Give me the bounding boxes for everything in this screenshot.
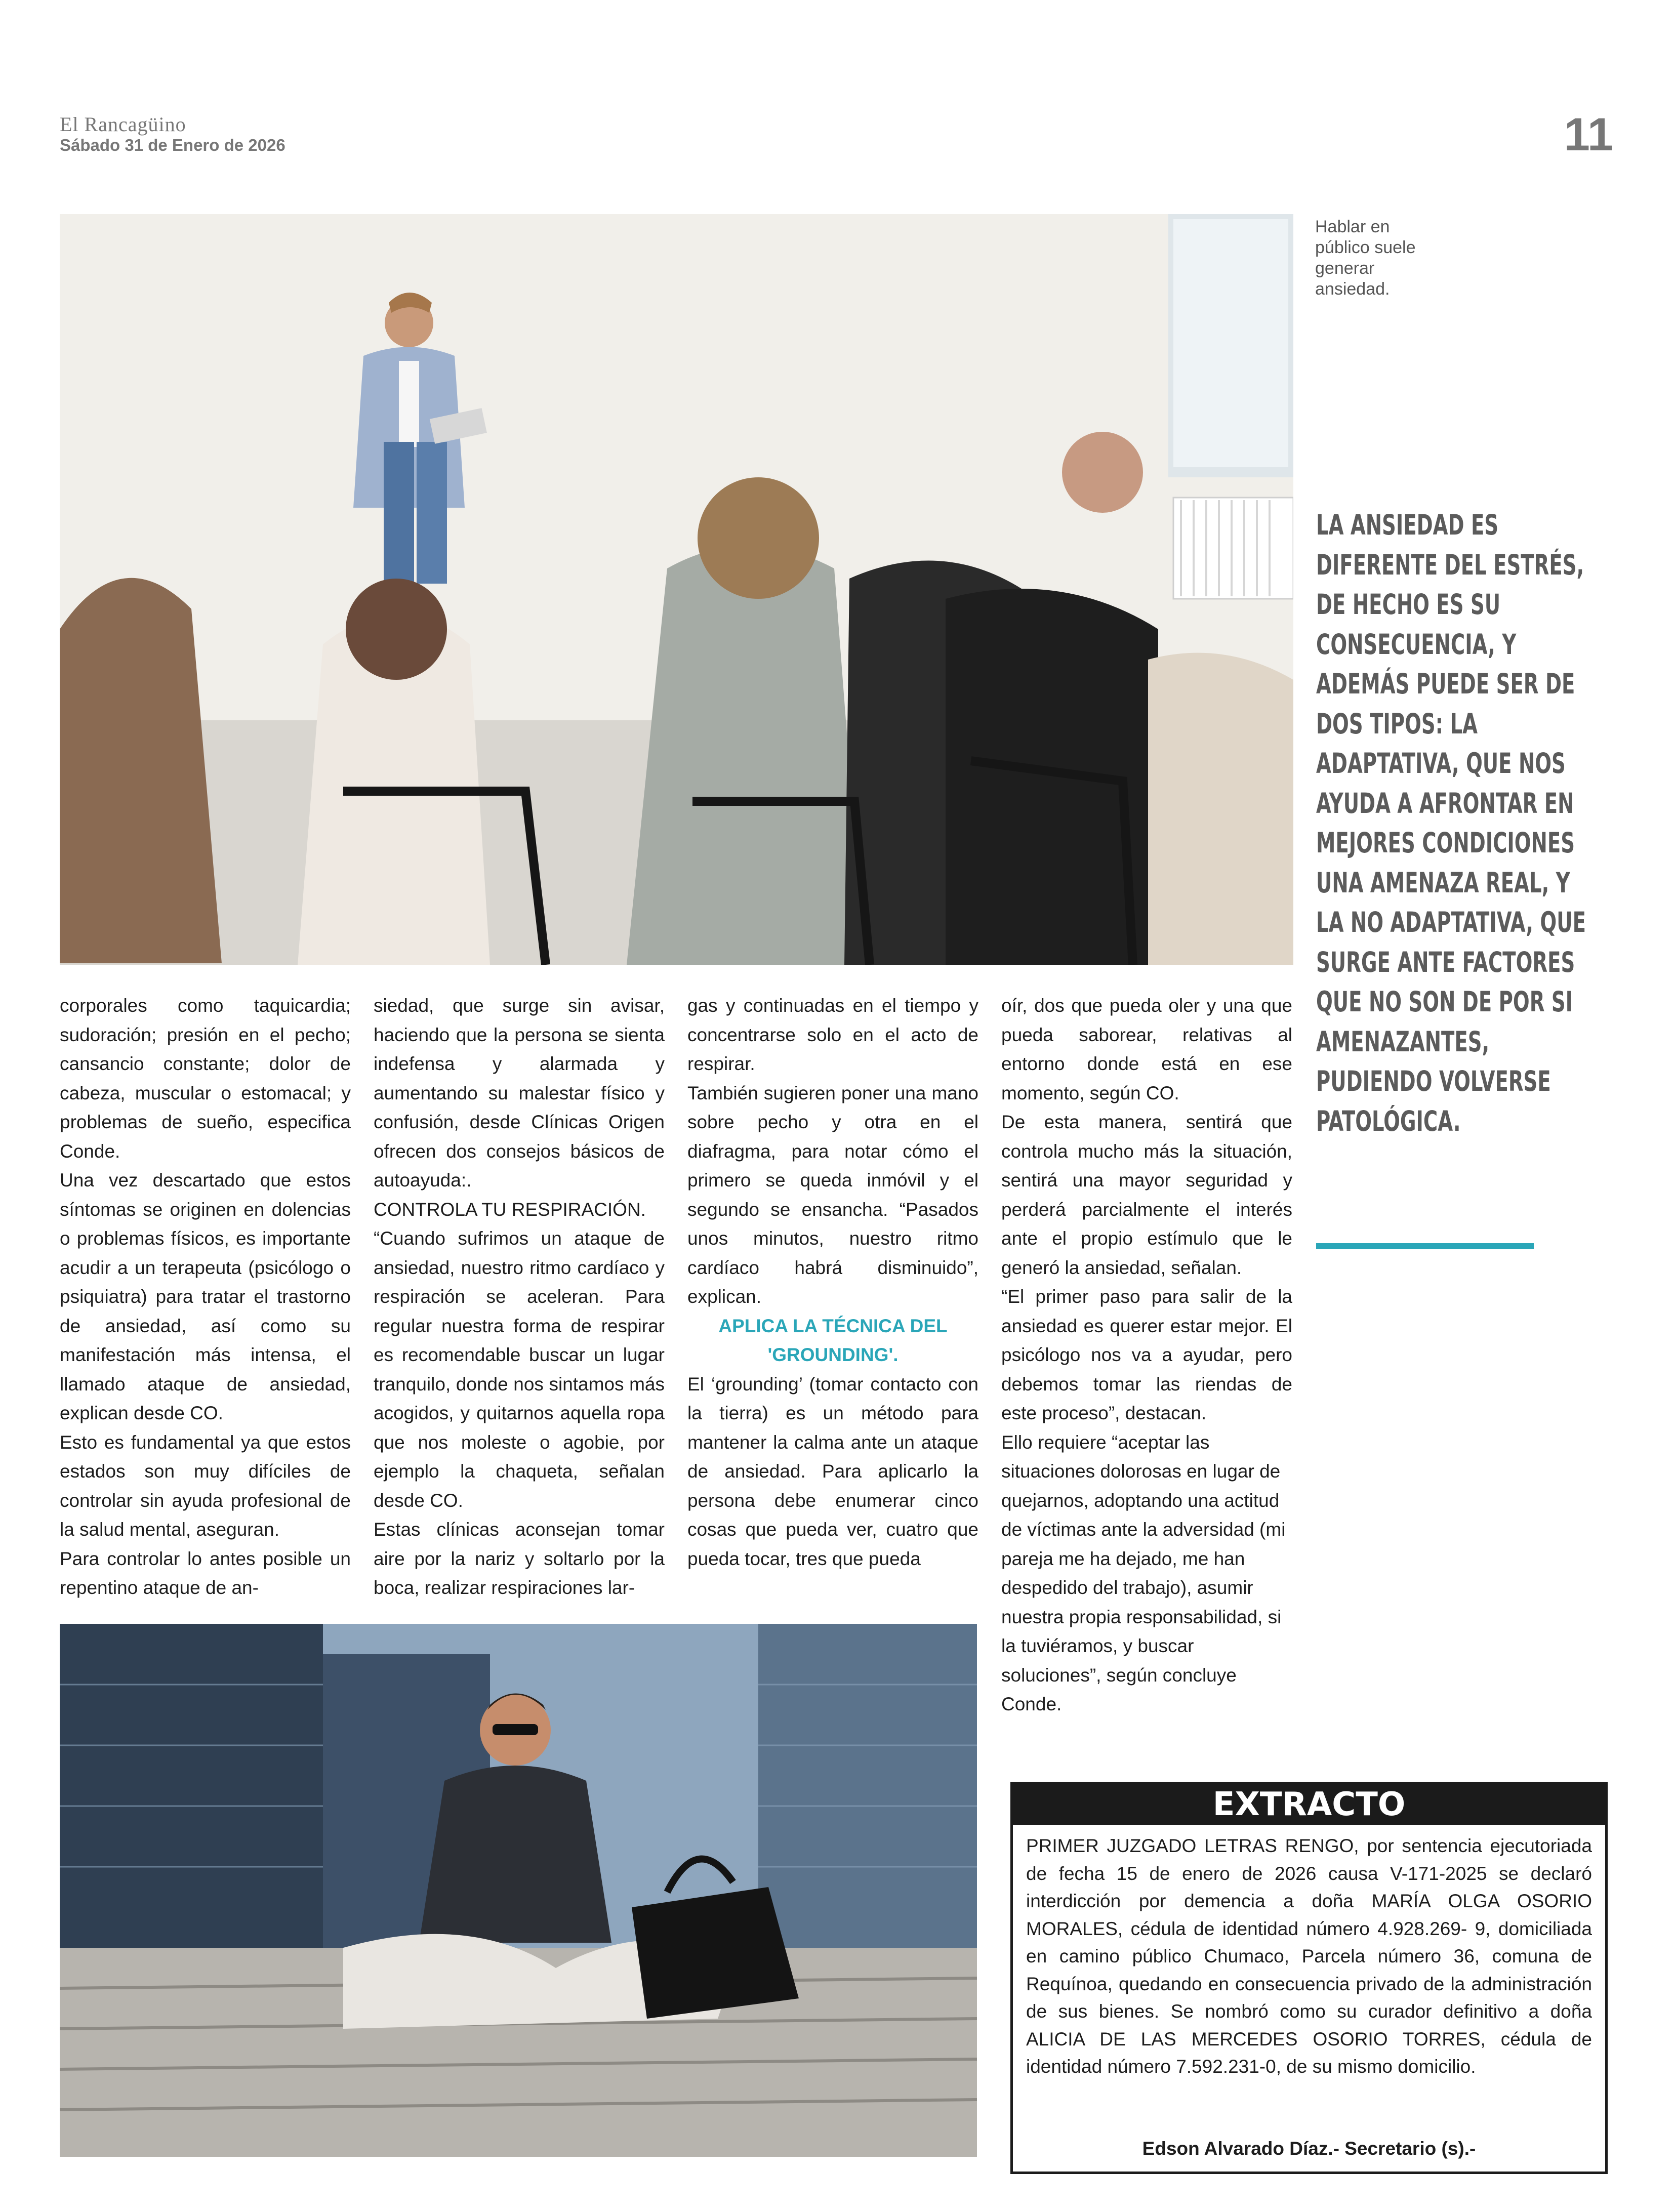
article-paragraph: siedad, que surge sin avisar, haciendo que la persona se sienta indefensa y alarmada y aumentando su malestar físico y confusión, desde Clínicas Origen ofrecen dos consejos básicos de autoayuda:. [374,995,665,1191]
legal-notice-signature: Edson Alvarado Díaz.- Secretario (s).- [1142,2138,1476,2159]
article-subhead: APLICA LA TÉCNICA DEL 'GROUNDING'. [718,1315,948,1365]
article-column-3 [687,991,978,1573]
article-paragraph: corporales como taquicardia; sudoración; presión en el pecho; cansancio constante; dolor de cabeza, muscular o estomacal; y problemas de sueño, especifica Conde. [60,995,351,1162]
legal-notice-box [1010,1782,1608,2174]
article-paragraph: De esta manera, sentirá que controla mucho más la situación, sentirá una mayor seguridad y perderá parcialmente el interés ante el propio estímulo que le generó la ansiedad, señalan. [1001,1112,1292,1278]
article-paragraph: Ello requiere “aceptar las situaciones dolorosas en lugar de quejarnos, adoptando una actitud de víctimas ante la adversidad (mi pareja me ha dejado, me han despedido del trabajo), asumir nuestra propia responsabilidad, si la tuviéramos, y buscar soluciones”, según concluye Conde. [1001,1431,1286,1714]
article-paragraph: Una vez descartado que estos síntomas se originen en dolencias o problemas físicos, es importante acudir a un terapeuta (psicólogo o psiquiatra) para tratar el trastorno de ansiedad, así como su manifestación más intensa, el llamado ataque de ansiedad, explican desde CO. [60,1170,351,1423]
article-paragraph: Para controlar lo antes posible un repentino ataque de an- [60,1548,351,1598]
pull-quote: LA ANSIEDAD ES DIFERENTE DEL ESTRÉS, DE HECHO ES SU CONSECUENCIA, Y ADEMÁS PUEDE SER DE DOS TIPOS: LA ADAPTATIVA, QUE NOS AYUDA A AFRONTAR EN MEJORES CONDICIONES UNA AMENAZA REAL, Y LA NO ADAPTATIVA, QUE SURGE ANTE FACTORES QUE NO SON DE POR SI AMENAZANTES, PUDIENDO VOLVERSE PATOLÓGICA. [1316,509,1586,1137]
legal-notice-title: EXTRACTO [1013,1784,1605,1825]
article-column-1 [60,991,351,1603]
photo-meditation-illustration [60,1624,977,2157]
photo-caption: Hablar en público suele generar ansiedad. [1315,217,1416,299]
article-column-2 [374,991,665,1603]
pull-quote-rule [1316,1243,1534,1249]
photo-meditation [60,1624,977,2157]
photo-public-speaking [60,214,1293,965]
article-paragraph: También sugieren poner una mano sobre pecho y otra en el diafragma, para notar cómo el primero se queda inmóvil y el segundo se ensancha. “Pasados unos minutos, nuestro ritmo cardíaco habrá disminuido”, explican. [687,1082,978,1307]
newspaper-name: El Rancagüino [60,113,186,136]
legal-notice-body: PRIMER JUZGADO LETRAS RENGO, por sentencia ejecutoriada de fecha 15 de enero de 2026 causa V-171-2025 se declaró interdicción por demencia a doña MARÍA OLGA OSORIO MORALES, cédula de identidad número 4.928.269- 9, domiciliada en camino público Chumaco, Parcela número 36, comuna de Requínoa, quedando en consecuencia privado de la administración de sus bienes. Se nombró como su curador definitivo a doña ALICIA DE LAS MERCEDES OSORIO TORRES, cédula de identidad número 7.592.231-0, de su mismo domicilio. [1026,1835,1592,2077]
article-paragraph: “Cuando sufrimos un ataque de ansiedad, nuestro ritmo cardíaco y respiración se aceleran. Para regular nuestra forma de respirar es recomendable buscar un lugar tranquilo, donde nos sintamos más acogidos, y quitarnos aquella ropa que nos moleste o agobie, por ejemplo la chaqueta, señalan desde CO. [374,1228,665,1511]
article-column-4 [1001,991,1292,1719]
article-paragraph: El ‘grounding’ (tomar contacto con la tierra) es un método para mantener la calma ante un ataque de ansiedad. Para aplicarlo la persona debe enumerar cinco cosas que pueda ver, cuatro que pueda tocar, tres que pueda [687,1373,978,1569]
article-paragraph: gas y continuadas en el tiempo y concentrarse solo en el acto de respirar. [687,995,978,1074]
article-paragraph: Estas clínicas aconsejan tomar aire por la nariz y soltarlo por la boca, realizar respiraciones lar- [374,1519,665,1598]
page-number: 11 [1564,109,1613,160]
issue-date: Sábado 31 de Enero de 2026 [60,136,285,154]
article-paragraph: oír, dos que pueda oler y una que pueda saborear, relativas al entorno donde está en ese momento, según CO. [1001,995,1292,1103]
photo-public-speaking-illustration [60,214,1293,965]
article-paragraph: “El primer paso para salir de la ansiedad es querer estar mejor. El psicólogo nos va a ayudar, pero debemos tomar las riendas de este proceso”, destacan. [1001,1286,1292,1423]
article-paragraph: Esto es fundamental ya que estos estados son muy difíciles de controlar sin ayuda profesional de la salud mental, aseguran. [60,1431,351,1540]
article-subhead-inline: CONTROLA TU RESPIRACIÓN. [374,1199,646,1220]
